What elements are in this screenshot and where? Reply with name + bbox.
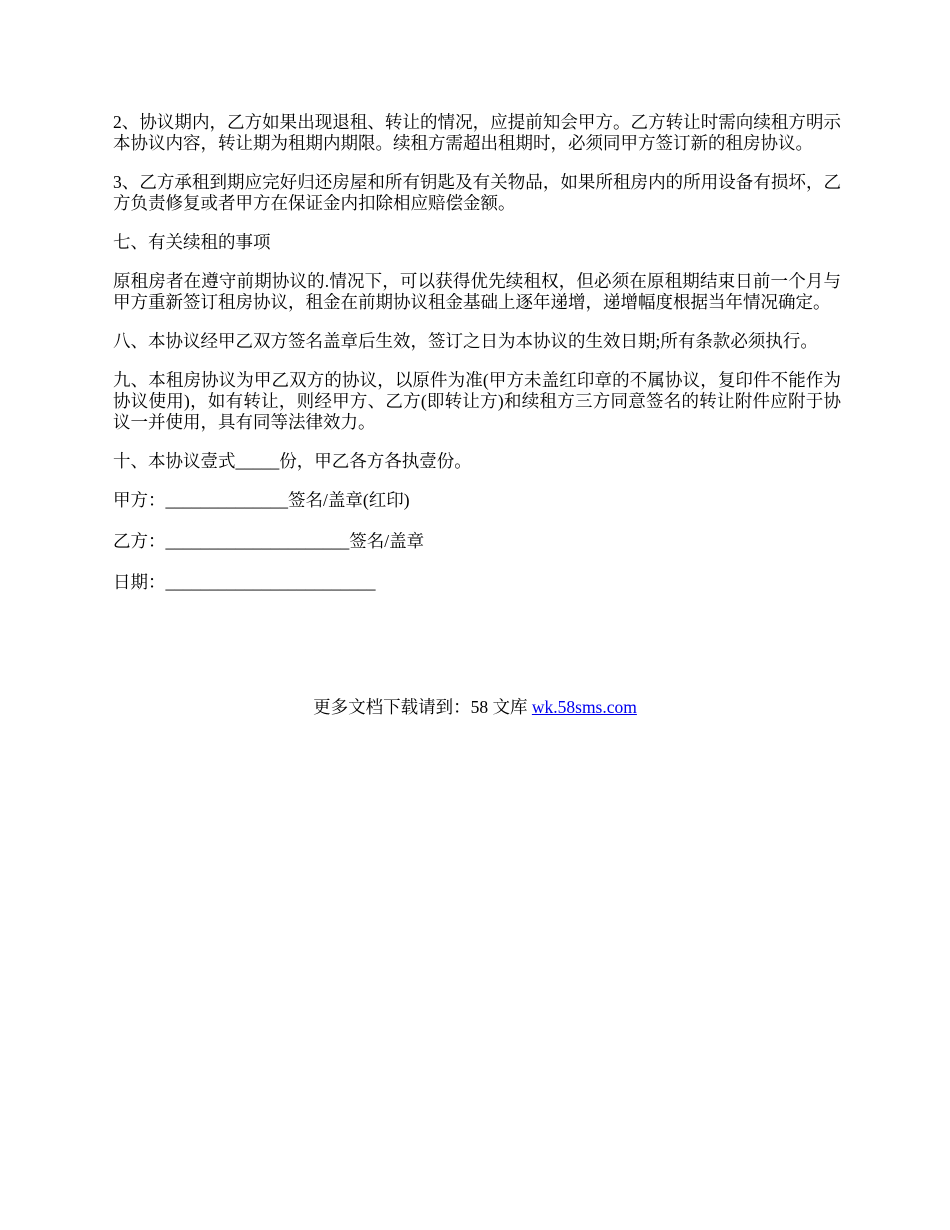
clause-3-return: 3、乙方承租到期应完好归还房屋和所有钥匙及有关物品，如果所租房内的所用设备有损坏，乙方负责修复或者甲方在保证金内扣除相应赔偿金额。 (113, 172, 841, 213)
footer-link[interactable]: wk.58sms.com (531, 697, 637, 717)
section-7-renewal: 原租房者在遵守前期协议的.情况下，可以获得优先续租权，但必须在原租期结束日前一个月与甲方重新签订租房协议，租金在前期协议租金基础上逐年递增，递增幅度根据当年情况确定。 (113, 271, 841, 312)
section-9-original: 九、本租房协议为甲乙双方的协议，以原件为准(甲方未盖红印章的不属协议，复印件不能作为协议使用)，如有转让，则经甲方、乙方(即转让方)和续租方三方同意签名的转让附件应附于协议一并使用，具有同等法律效力。 (113, 370, 841, 432)
section-10-copies: 十、本协议壹式_____份，甲乙各方各执壹份。 (113, 451, 472, 471)
section-7-heading: 七、有关续租的事项 (113, 232, 271, 252)
section-8-effective: 八、本协议经甲乙双方签名盖章后生效，签订之日为本协议的生效日期;所有条款必须执行。 (113, 331, 818, 351)
footer (0, 697, 950, 718)
clause-2-transfer: 2、协议期内，乙方如果出现退租、转让的情况，应提前知会甲方。乙方转让时需向续租方明示本协议内容，转让期为租期内期限。续租方需超出租期时，必须同甲方签订新的租房协议。 (113, 112, 841, 153)
party-b-signature-line: 乙方：_____________________签名/盖章 (113, 531, 425, 551)
date-line: 日期：________________________ (113, 572, 376, 592)
footer-text: 更多文档下载请到：58 文库 (313, 697, 532, 717)
document-body (113, 112, 841, 613)
party-a-signature-line: 甲方：______________签名/盖章(红印) (113, 490, 410, 510)
